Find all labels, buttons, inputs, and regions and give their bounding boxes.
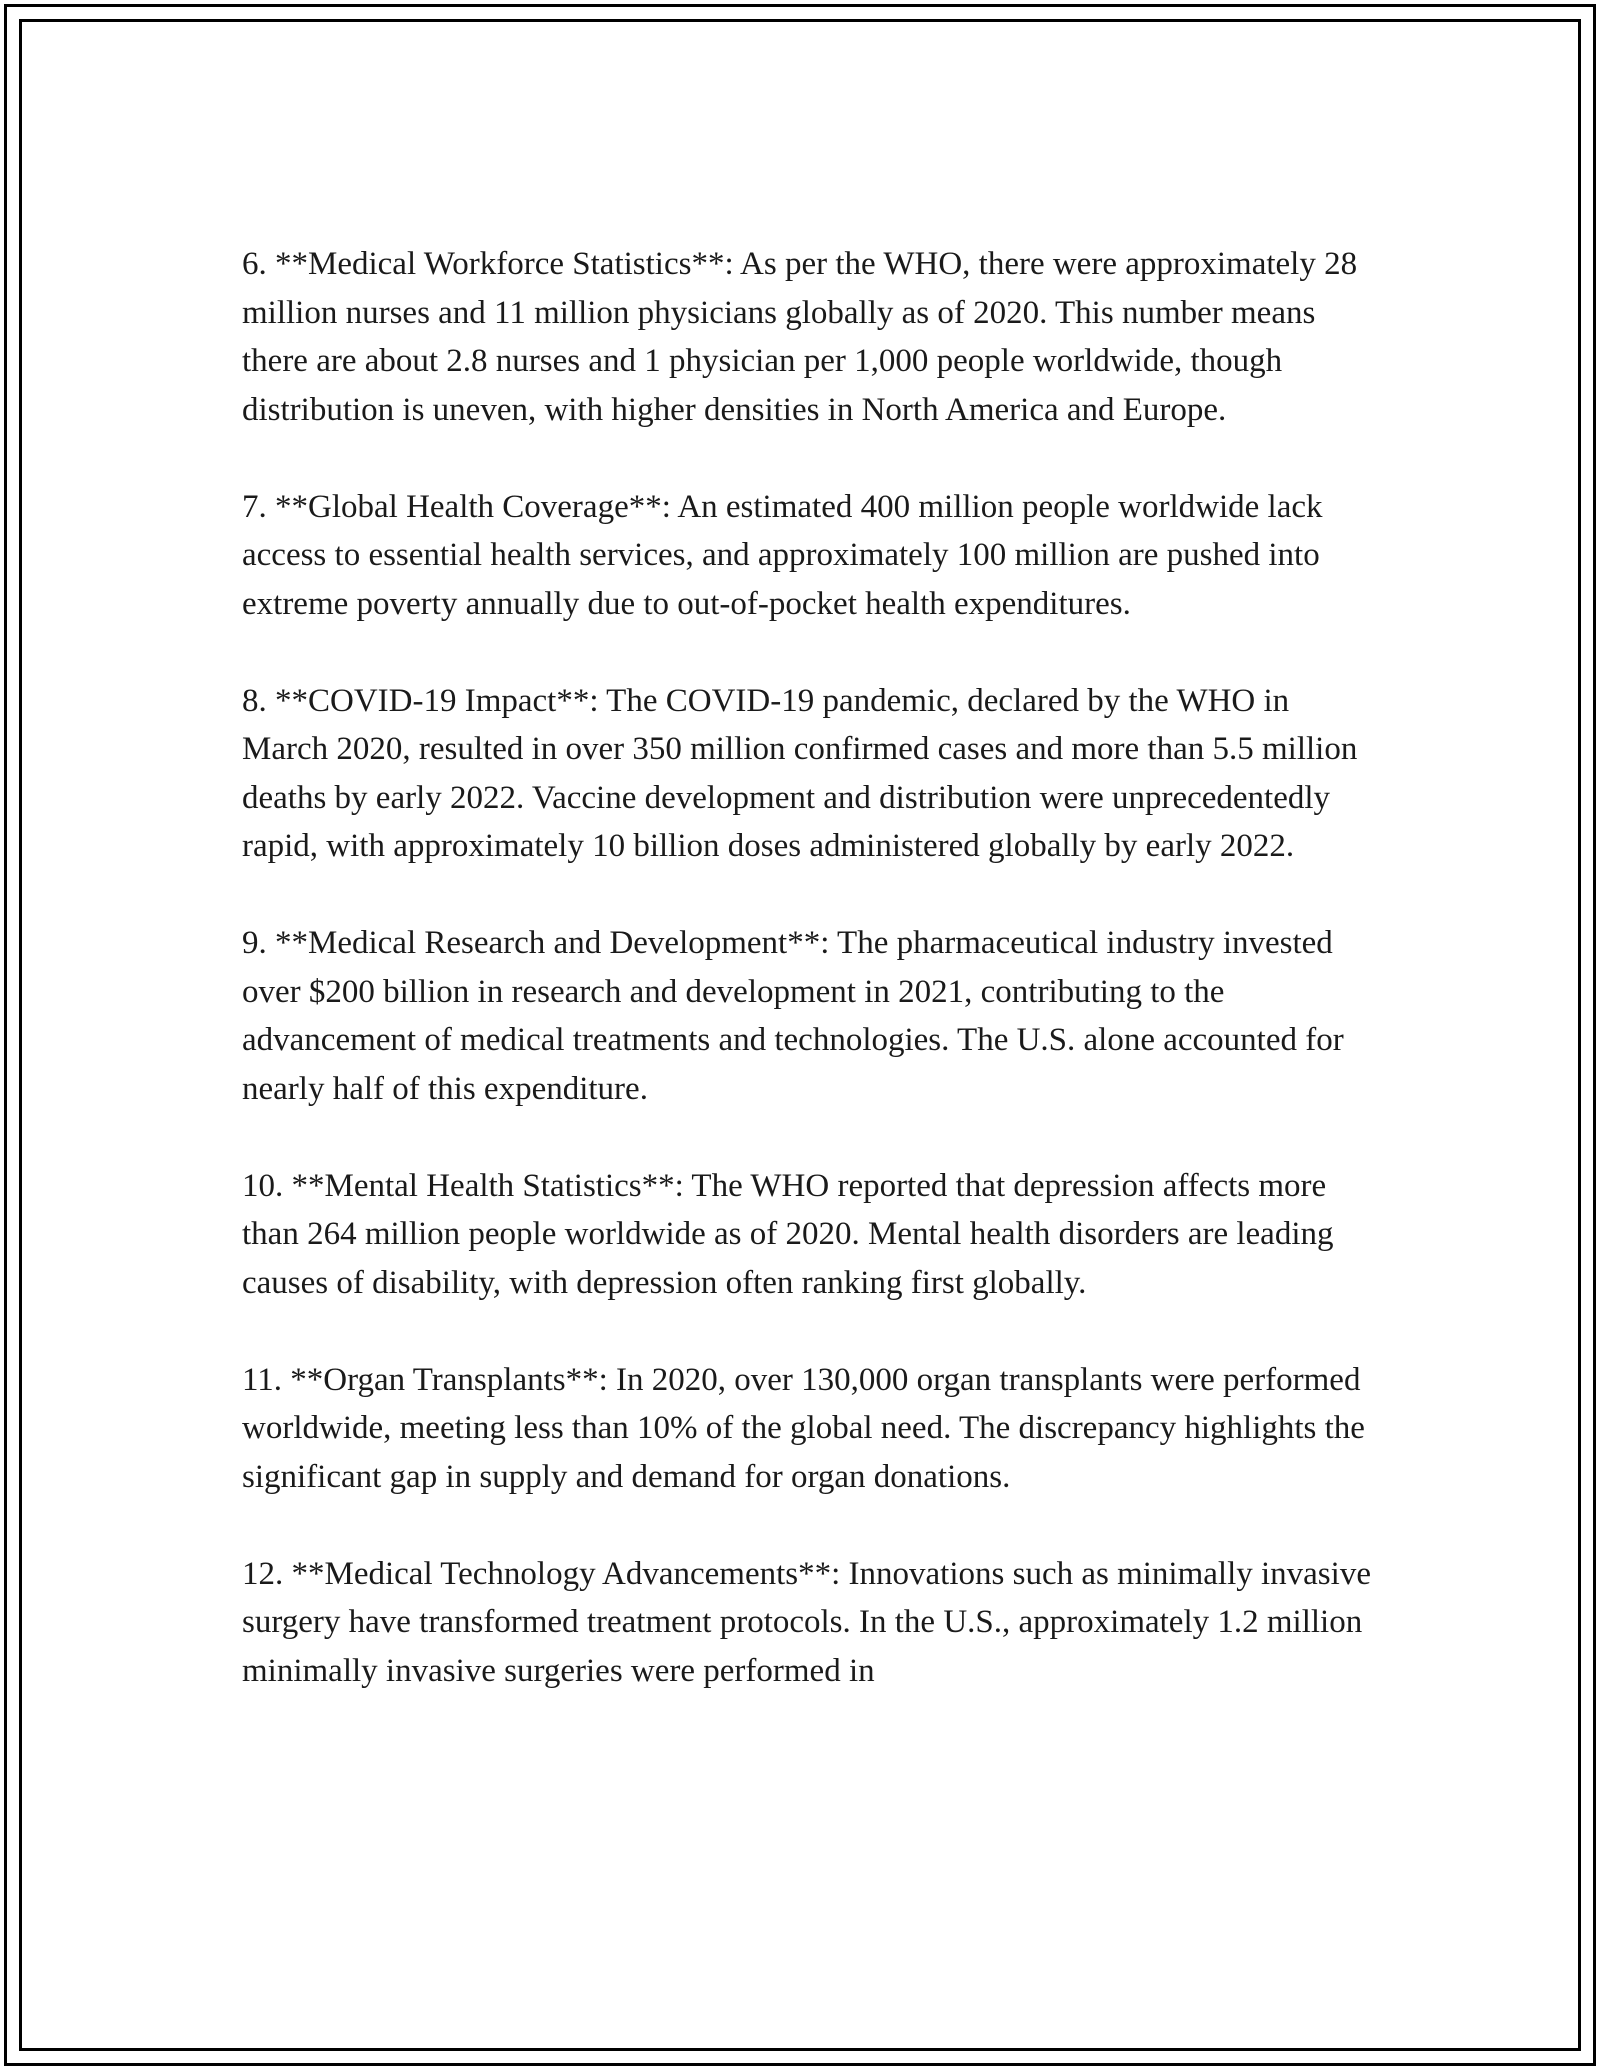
- paragraph-mental-health: 10. **Mental Health Statistics**: The WHO reported that depression affects more than 264 million people worldwide as of 2020. Mental health disorders are leading causes of disability, with depression often ranking first globally.: [242, 1167, 1334, 1301]
- paragraph-medical-technology: 12. **Medical Technology Advancements**: Innovations such as minimally invasive surgery have transformed treatment protocols. In the U.S., approximately 1.2 million minimally invasive surgeries were performed in: [242, 1555, 1371, 1689]
- paragraph-global-health-coverage: 7. **Global Health Coverage**: An estimated 400 million people worldwide lack access to essential health services, and approximately 100 million are pushed into extreme poverty annually due to out-of-pocket health expenditures.: [242, 488, 1323, 622]
- document-body: [242, 240, 1382, 1695]
- paragraph-covid-impact: 8. **COVID-19 Impact**: The COVID-19 pandemic, declared by the WHO in March 2020, resulted in over 350 million confirmed cases and more than 5.5 million deaths by early 2022. Vaccine development and distribution were unprecedentedly rapid, with approximately 10 billion doses administered globally by early 2022.: [242, 682, 1358, 864]
- paragraph-medical-workforce: 6. **Medical Workforce Statistics**: As per the WHO, there were approximately 28 million nurses and 11 million physicians globally as of 2020. This number means there are about 2.8 nurses and 1 physician per 1,000 people worldwide, though distribution is uneven, with higher densities in North America and Europe.: [242, 246, 1358, 428]
- paragraph-medical-research: 9. **Medical Research and Development**: The pharmaceutical industry invested over $200 billion in research and development in 2021, contributing to the advancement of medical treatments and technologies. The U.S. alone accounted for nearly half of this expenditure.: [242, 925, 1344, 1107]
- page-border: [4, 4, 1596, 2066]
- paragraph-organ-transplants: 11. **Organ Transplants**: In 2020, over 130,000 organ transplants were performed worldwide, meeting less than 10% of the global need. The discrepancy highlights the significant gap in supply and demand for organ donations.: [242, 1361, 1365, 1495]
